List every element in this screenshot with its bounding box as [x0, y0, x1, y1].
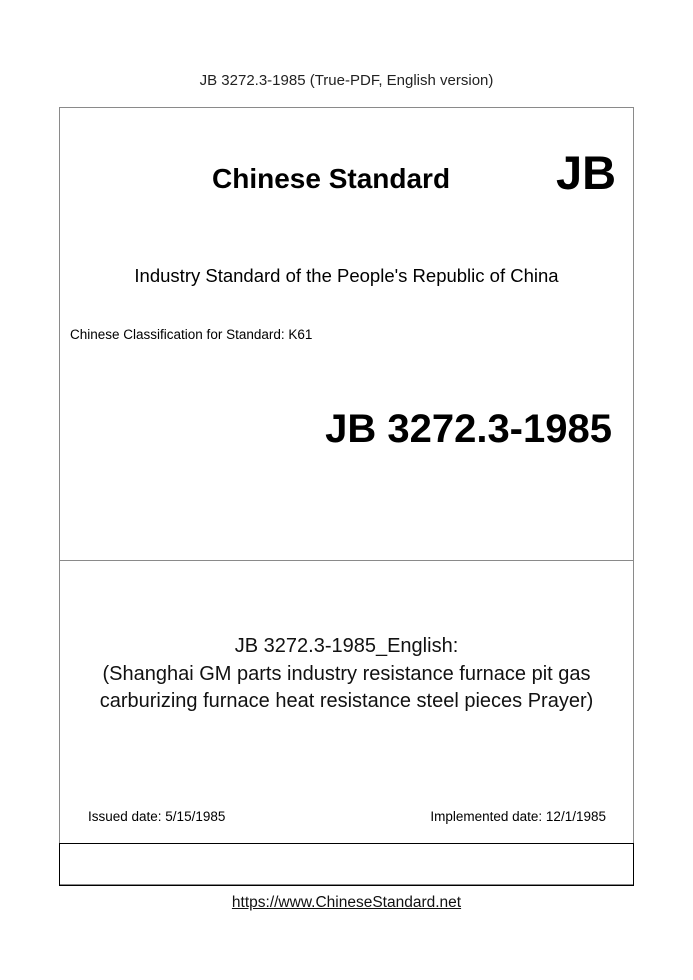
footer: [0, 893, 693, 913]
section-divider: [60, 560, 633, 561]
english-title-line-2: (Shanghai GM parts industry resistance furnace pit gas: [102, 662, 591, 685]
cover-title: Chinese Standard: [212, 163, 451, 194]
cover-frame: [59, 107, 634, 885]
english-title-block: [59, 633, 634, 716]
cover-subtitle: Industry Standard of the People's Republic of China: [134, 265, 559, 286]
standard-code-mark: JB: [556, 146, 617, 199]
english-title-line-3: carburizing furnace heat resistance steel pieces Prayer): [99, 690, 594, 712]
issued-date: Issued date: 5/15/1985: [88, 809, 226, 824]
bottom-band: [59, 843, 634, 886]
website-link[interactable]: https://www.ChineseStandard.net: [231, 894, 462, 911]
classification-text: Chinese Classification for Standard: K61: [70, 327, 313, 342]
implemented-date: Implemented date: 12/1/1985: [430, 809, 606, 824]
standard-number: JB 3272.3-1985: [325, 407, 612, 451]
english-title-line-1: JB 3272.3-1985_English:: [234, 635, 459, 657]
page-header-text: JB 3272.3-1985 (True-PDF, English version): [199, 72, 494, 89]
